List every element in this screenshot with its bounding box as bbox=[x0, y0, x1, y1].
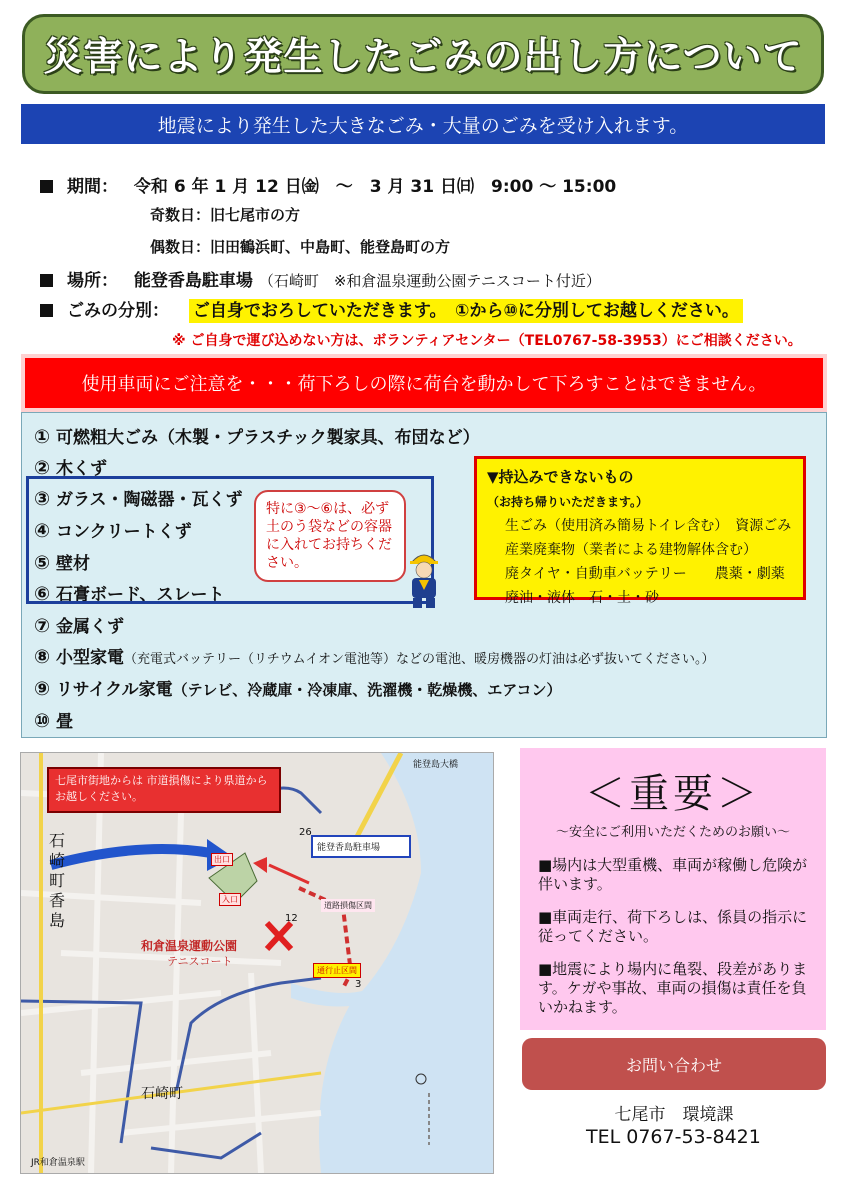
important-point: ■場内は大型重機、車両が稼働し危険が伴います。 bbox=[538, 856, 808, 893]
map-number: 12 bbox=[285, 913, 298, 924]
contact-button[interactable]: お問い合わせ bbox=[522, 1038, 826, 1090]
list-item: ⑧ 小型家電（充電式バッテリー（リチウムイオン電池等）などの電池、暖房機器の灯油は必ず抜いてください。） bbox=[34, 646, 715, 668]
map-station-label: JR和倉温泉駅 bbox=[31, 1158, 85, 1168]
map-bridge-label: 能登島大橋 bbox=[413, 760, 459, 770]
list-item: ① 可燃粗大ごみ（木製・プラスチック製家具、布団など） bbox=[34, 426, 480, 448]
period-even: 偶数日：旧田鶴浜町、中島町、能登島町の方 bbox=[150, 238, 451, 256]
list-item: ⑩ 畳 bbox=[34, 710, 74, 732]
list-item: ⑥ 石膏ボード、スレート bbox=[34, 583, 225, 605]
map-road-damage-label: 道路損傷区間 bbox=[321, 899, 375, 912]
period-label: 期間： bbox=[67, 177, 118, 197]
place-value: 能登香島駐車場 bbox=[133, 271, 253, 291]
caution-banner: 使用車両にご注意を・・・荷下ろしの際に荷台を動かして下ろすことはできません。 bbox=[21, 354, 827, 412]
map-number: 26 bbox=[299, 827, 312, 838]
place-row bbox=[40, 266, 601, 291]
not-accepted-line: 生ごみ（使用済み簡易トイレ含む） 資源ごみ bbox=[505, 518, 792, 534]
list-item: ⑤ 壁材 bbox=[34, 552, 91, 574]
not-accepted-box bbox=[474, 456, 806, 606]
sorting-value: ご自身でおろしていただきます。 ①から⑩に分別してお越しください。 bbox=[189, 299, 743, 323]
list-item: ⑨ リサイクル家電（テレビ、冷蔵庫・冷凍庫、洗濯機・乾燥機、エアコン） bbox=[34, 678, 562, 700]
list-item: ③ ガラス・陶磁器・瓦くず bbox=[34, 488, 243, 510]
place-label: 場所： bbox=[67, 271, 118, 291]
not-accepted-line: 廃油・液体 石・土・砂 bbox=[505, 590, 659, 606]
not-accepted-line: 産業廃棄物（業者による建物解体含む） bbox=[505, 542, 757, 558]
location-map bbox=[20, 752, 494, 1174]
map-number: 3 bbox=[355, 979, 362, 990]
map-town-label: 石崎町 bbox=[141, 1086, 183, 1102]
map-tennis-label: テニスコート bbox=[167, 955, 233, 968]
list-item: ② 木くず bbox=[34, 457, 108, 479]
important-point: ■地震により場内に亀裂、段差があります。ケガや事故、車両の損傷は責任を負いかねます。 bbox=[538, 960, 808, 1016]
page-title-text: 災害により発生したごみの出し方について bbox=[43, 35, 803, 80]
important-heading: ＜重要＞ bbox=[585, 771, 761, 817]
bag-note: 特に③～⑥は、必ず土のう袋などの容器に入れてお持ちください。 bbox=[254, 490, 406, 582]
sorting-label: ごみの分別： bbox=[67, 301, 169, 321]
contact-phone[interactable]: TEL 0767-53-8421 bbox=[586, 1126, 761, 1148]
bullet-square-icon bbox=[40, 180, 53, 193]
subtitle-banner: 地震により発生した大きなごみ・大量のごみを受け入れます。 bbox=[21, 104, 825, 144]
not-accepted-title: ▼持込みできないもの bbox=[487, 468, 634, 486]
period-value: 令和 6 年 1 月 12 日㈮ ～ 3 月 31 日㈰ 9:00 ～ 15:00 bbox=[133, 177, 617, 197]
map-graphic bbox=[21, 753, 493, 1173]
worker-icon bbox=[402, 546, 446, 610]
important-subheading: ～安全にご利用いただくためのお願い～ bbox=[555, 825, 790, 840]
map-entrance-label: 入口 bbox=[219, 893, 241, 906]
list-item: ⑦ 金属くず bbox=[34, 615, 125, 637]
map-parking-label: 能登香島駐車場 bbox=[311, 835, 411, 858]
sorting-row bbox=[40, 296, 743, 321]
map-callout: 七尾市街地からは 市道損傷により県道からお越しください。 bbox=[47, 767, 281, 813]
map-park-label: 和倉温泉運動公園 bbox=[141, 939, 238, 953]
list-item: ④ コンクリートくず bbox=[34, 520, 192, 542]
important-point: ■車両走行、荷下ろしは、係員の指示に従ってください。 bbox=[538, 908, 808, 945]
bullet-square-icon bbox=[40, 274, 53, 287]
period-odd: 奇数日：旧七尾市の方 bbox=[150, 206, 301, 224]
period-row bbox=[40, 172, 616, 197]
not-accepted-title-note: （お持ち帰りいただきます。） bbox=[487, 495, 649, 509]
page-title bbox=[22, 14, 824, 94]
place-note: （石崎町 ※和倉温泉運動公園テニスコート付近） bbox=[258, 272, 601, 290]
contact-department: 七尾市 環境課 bbox=[614, 1105, 734, 1125]
map-closed-label: 通行止区間 bbox=[313, 963, 361, 978]
not-accepted-line: 廃タイヤ・自動車バッテリー 農薬・劇薬 bbox=[505, 566, 785, 582]
sorting-note: ※ ご自身で運び込めない方は、ボランティアセンター（TEL0767-58-3953）にご相談ください。 bbox=[172, 333, 802, 349]
important-notice bbox=[520, 748, 826, 1030]
bullet-square-icon bbox=[40, 304, 53, 317]
map-town-vertical-label: 石崎町香島 bbox=[49, 831, 66, 930]
map-exit-label: 出口 bbox=[211, 853, 233, 866]
